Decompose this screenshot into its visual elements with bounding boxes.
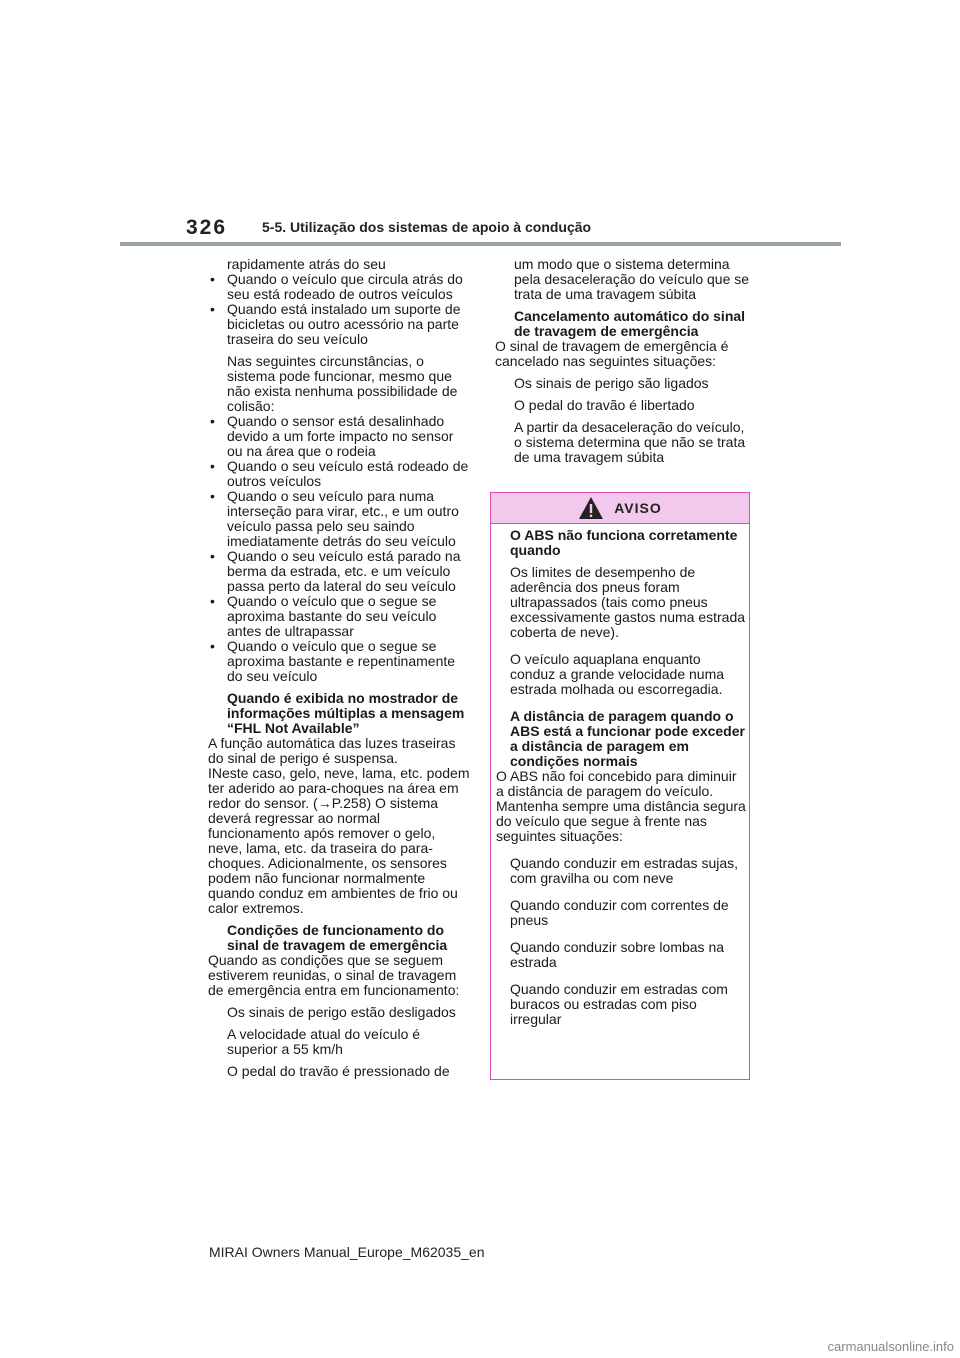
list-item: A partir da desaceleração do veículo, o sistema determina que não se trata de uma travagem súbita <box>514 419 746 465</box>
list-item: • Quando o seu veículo está rodeado de outros veículos <box>210 458 469 489</box>
list-item: • Quando o veículo que o segue se aproxima bastante e repentinamente do seu veículo <box>210 638 456 684</box>
list-item: • Quando o sensor está desalinhado devido a um forte impacto no sensor ou na área que o rodeia <box>210 413 454 459</box>
warning-box <box>490 492 750 1080</box>
paragraph: O sinal de travagem de emergência é cancelado nas seguintes situações: <box>495 338 729 369</box>
list-item: Os sinais de perigo estão desligados <box>227 1004 456 1020</box>
warning-heading: O ABS não funciona corretamente quando <box>510 527 738 558</box>
list-item: O veículo aquaplana enquanto conduz a grande velocidade numa estrada molhada ou escorregadia. <box>510 651 725 697</box>
warning-heading: A distância de paragem quando o ABS está a funcionar pode exceder a distância de paragem em condições normais <box>510 708 745 769</box>
list-item: • Quando o veículo que circula atrás do seu está rodeado de outros veículos <box>210 271 463 302</box>
footer-manual-name: MIRAI Owners Manual_Europe_M62035_en <box>209 1244 485 1260</box>
section-heading: Cancelamento automático do sinal de travagem de emergência <box>514 308 746 339</box>
list-item: • Quando o seu veículo para numa interseção para virar, etc., e um outro veículo passa pelo seu saindo imediatamente detrás do seu veículo <box>210 488 459 549</box>
warning-body <box>496 528 746 1027</box>
list-item: • Quando está instalado um suporte de bicicletas ou outro acessório na parte traseira do seu veículo <box>210 301 461 347</box>
continued-text: um modo que o sistema determina pela desaceleração do veículo que se trata de uma travagem súbita <box>514 256 750 302</box>
warning-header <box>491 493 749 524</box>
section-heading: Condições de funcionamento do sinal de travagem de emergência <box>227 922 448 953</box>
list-item: O pedal do travão é libertado <box>514 397 695 413</box>
list-item: Os sinais de perigo são ligados <box>514 375 709 391</box>
right-column <box>495 257 752 465</box>
list-item: Quando conduzir em estradas sujas, com gravilha ou com neve <box>510 855 739 886</box>
paragraph: O ABS não foi concebido para diminuir a distância de paragem do veículo. Mantenha sempre uma distância segura do veículo que segue à frente nas seguintes situações: <box>496 768 746 844</box>
section-heading: Quando é exibida no mostrador de informações múltiplas a mensagem “FHL Not Available” <box>227 690 465 736</box>
paragraph: Nas seguintes circunstâncias, o sistema pode funcionar, mesmo que não exista nenhuma possibilidade de colisão: <box>227 353 458 414</box>
list-item: A velocidade atual do veículo é superior a 55 km/h <box>227 1026 421 1057</box>
warning-title: AVISO <box>614 500 662 516</box>
continued-text: rapidamente atrás do seu <box>227 256 386 272</box>
section-title: 5-5. Utilização dos sistemas de apoio à condução <box>262 219 592 235</box>
list-item: • Quando o veículo que o segue se aproxima bastante do seu veículo antes de ultrapassar <box>210 593 437 639</box>
list-item: Quando conduzir com correntes de pneus <box>510 897 729 928</box>
paragraph: A função automática das luzes traseiras do sinal de perigo é suspensa. INeste caso, gelo, neve, lama, etc. podem ter aderido ao para-choques na área em redor do sensor. (→P.258) O sistema deverá regressar ao normal funcionamento após remover o gelo, neve, lama, etc. da traseira do para-choques. Adicionalmente, os sensores podem não funcionar normalmente quando conduz em ambientes de frio ou calor extremos. <box>208 735 470 916</box>
list-item: • Quando o seu veículo está parado na berma da estrada, etc. e um veículo passa perto da lateral do seu veículo <box>210 548 461 594</box>
page-number: 326 <box>186 216 228 239</box>
warning-triangle-icon <box>578 496 604 520</box>
header-rule <box>120 242 841 246</box>
list-item: Quando conduzir em estradas com buracos ou estradas com piso irregular <box>510 981 728 1027</box>
list-item: O pedal do travão é pressionado de <box>227 1063 450 1079</box>
watermark: carmanualsonline.info <box>827 1339 954 1354</box>
paragraph: Quando as condições que se seguem estiverem reunidas, o sinal de travagem de emergência entra em funcionamento: <box>208 952 460 998</box>
left-column <box>208 257 470 1079</box>
list-item: Os limites de desempenho de aderência dos pneus foram ultrapassados (tais como pneus excessivamente gastos numa estrada coberta de neve). <box>510 564 746 640</box>
list-item: Quando conduzir sobre lombas na estrada <box>510 939 725 970</box>
